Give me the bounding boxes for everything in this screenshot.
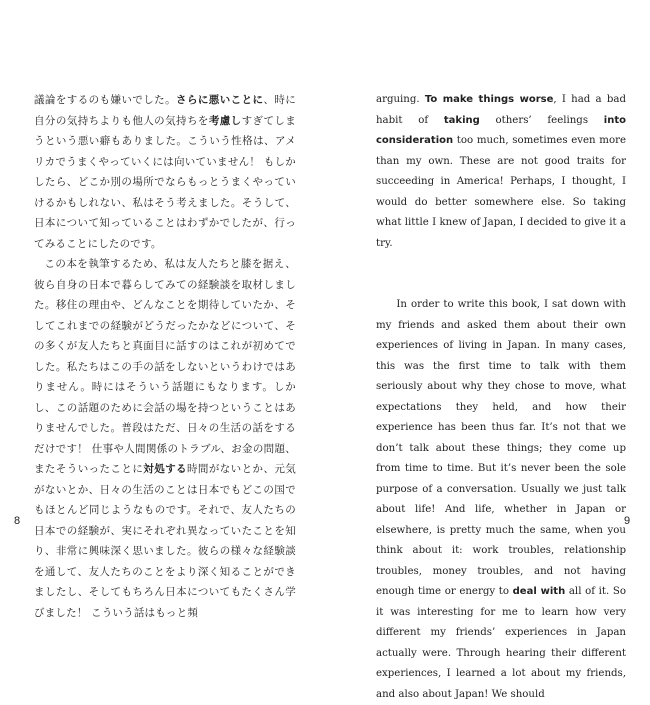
bold-phrase: into consideration	[376, 114, 626, 146]
page-number-right: 9	[624, 515, 631, 527]
text-run: too much, sometimes even more than my own. These are not good traits for succeeding in America! Perhaps, I thought, I would do better somewhere else. So taking what little I knew of Japan, I decided to give it a try.	[376, 135, 626, 249]
text-run: arguing.	[376, 94, 425, 105]
bold-phrase: 考慮し	[208, 114, 242, 127]
bold-phrase: さらに悪いことに	[176, 94, 264, 106]
text-run: In order to write this book, I sat down with my friends and asked them about their own experiences of living in Japan. In many cases, this was the first time to talk with them seriously about why they chose to move, what expectations they held, and how their experience has been thus far. It’s not that we don’t talk about these things; they come up from time to time. But it’s never been the sole purpose of a conversation. Usually we just talk about life! And life, whether in Japan or elsewhere, is pretty much the same, when you think about it: work troubles, relationship troubles, money troubles, and not having enough time or energy to	[376, 299, 626, 597]
english-text-block	[376, 90, 626, 705]
text-run: all of it. So it was interesting for me to learn how very different my friends’ experiences in Japan actually were. Through hearing their different experiences, I learned a lot about my friends, and also about Japan! We should	[376, 586, 626, 700]
english-paragraph-1	[376, 90, 626, 254]
text-run: 時間がないとか、元気がないとか、日々の生活のことは日本でもどこの国でもほとんど同じようなものです。それで、友人たちの日本での経験が、実にそれぞれ異なっていたことを知り、非常に興味深く思いました。彼らの様々な経験談を通して、友人たちのことをより深く知ることができましたし、そしてもちろん日本についてもたくさん学びました！ こういう話はもっと頻	[34, 463, 296, 619]
japanese-paragraph-2	[34, 254, 296, 623]
bold-phrase: To make things worse	[424, 94, 554, 105]
text-run: others’ feelings	[479, 114, 604, 126]
japanese-text-block	[34, 90, 296, 623]
bold-phrase: taking	[443, 114, 480, 126]
bold-phrase: deal with	[512, 586, 566, 597]
text-run: この本を執筆するため、私は友人たちと膝を据え、彼ら自身の日本で暮らしてみての経験談を取材しました。移住の理由や、どんなことを期待していたか、そしてこれまでの経験がどうだったかなどについて、その多くが友人たちと真面目に話すのはこれが初めてでした。私たちはこの手の話をしないというわけではありません。時にはそういう話題にもなります。しかし、この話題のために会話の場を持つということはありませんでした。普段はただ、日々の生活の話をするだけです！ 仕事や人間関係のトラブル、お金の問題、またそういったことに	[34, 258, 296, 475]
page-number-left: 8	[14, 515, 21, 527]
text-run: すぎてしまうという悪い癖もありました。こういう性格は、アメリカでうまくやっていくには向いていません！ もしかしたら、どこか別の場所でならもっとうまくやっていけるかもしれない、私はそう考えました。そうして、日本について知っていることはわずかでしたが、行ってみることにしたのです。	[34, 114, 296, 250]
text-run: , I had a bad habit of	[376, 94, 626, 126]
text-run: 議論をするのも嫌いでした。	[34, 94, 177, 106]
bold-phrase: 対処する	[143, 463, 187, 475]
japanese-paragraph-1	[34, 90, 296, 254]
english-paragraph-2	[376, 295, 626, 705]
text-run: 、時に自分の気持ちよりも他人の気持ちを	[34, 94, 296, 127]
